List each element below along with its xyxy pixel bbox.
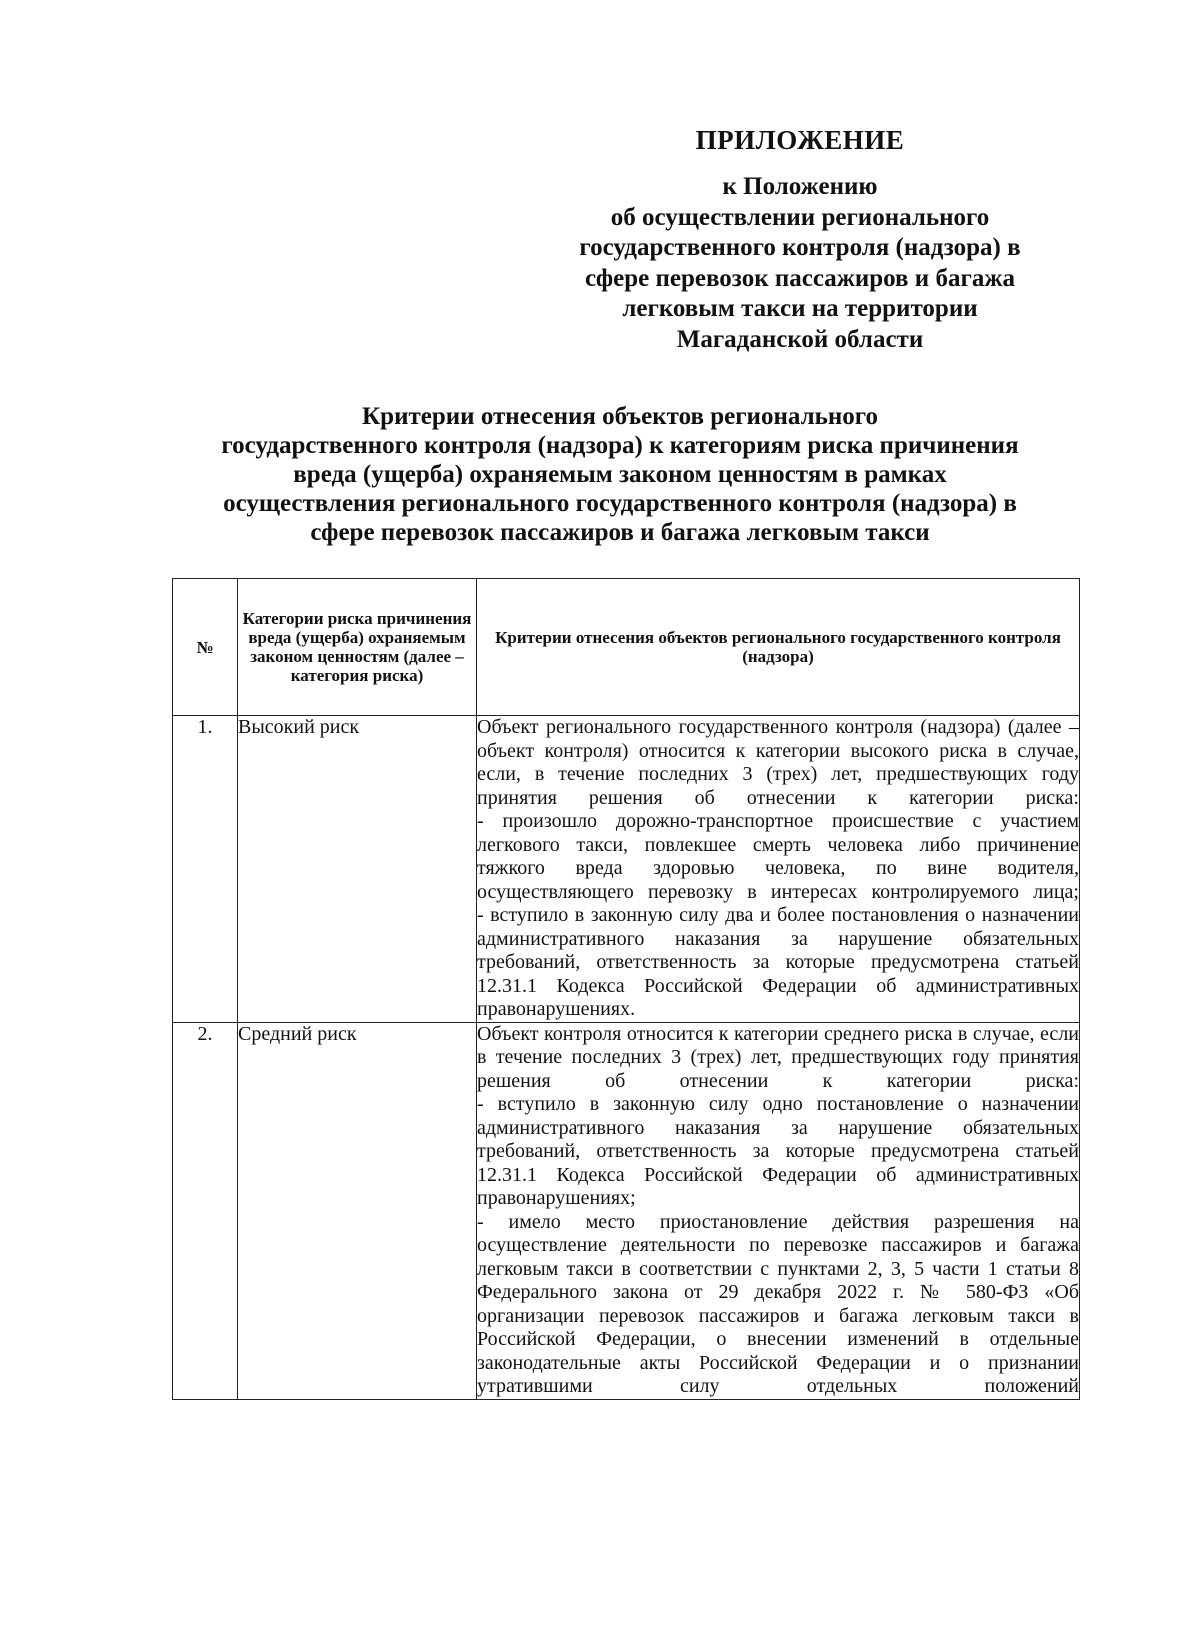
document-title-line: государственного контроля (надзора) к категориям риска причинения	[221, 432, 1019, 459]
header-criteria: Критерии отнесения объектов регионального государственного контроля (надзора)	[477, 579, 1080, 716]
criteria-paragraph: - вступило в законную силу два и более постановления о назначении административного наказания за нарушение обязательных требований, ответственность за которые предусмотрена статьей 12.31.1 Кодекса Российской Федерации об административных правонарушениях.	[477, 904, 1079, 1020]
criteria-paragraph: - произошло дорожно-транспортное происшествие с участием легкового такси, повлекшее смерть человека либо причинение тяжкого вреда здоровью человека, по вине водителя, осуществляющего перевозку в интересах контролируемого лица;	[477, 810, 1079, 903]
row-number: 1.	[173, 716, 238, 1023]
header-category: Категории риска причинения вреда (ущерба) охраняемым законом ценностям (далее – категория риска)	[238, 579, 477, 716]
risk-criteria-table	[172, 578, 1080, 1400]
table-row	[173, 1022, 1080, 1399]
appendix-line: сфере перевозок пассажиров и багажа	[585, 264, 1015, 292]
document-title	[150, 402, 1090, 547]
header-number: №	[173, 579, 238, 716]
criteria-paragraph: Объект контроля относится к категории среднего риска в случае, если в течение последних 3 (трех) лет, предшествующих году принятия решения об отнесении к категории риска:	[477, 1022, 1079, 1092]
criteria-paragraph: - имело место приостановление действия разрешения на осуществление деятельности по перевозке пассажиров и багажа легковым такси в соответствии с пунктами 2, 3, 5 части 1 статьи 8 Федерального закона от 29 декабря 2022 г. № 580-ФЗ «Об организации перевозок пассажиров и багажа легковым такси в Российской Федерации, о внесении изменений в отдельные законодательные акты Российской Федерации и о признании утратившими силу отдельных положений	[477, 1210, 1079, 1397]
appendix-title: ПРИЛОЖЕНИЕ	[695, 125, 905, 155]
table-row	[173, 716, 1080, 1023]
criteria-paragraph: Объект регионального государственного контроля (надзора) (далее – объект контроля) относится к категории высокого риска в случае, если, в течение последних 3 (трех) лет, предшествующих году принятия решения об отнесении к категории риска:	[477, 716, 1079, 809]
row-category: Средний риск	[238, 1022, 477, 1399]
document-title-line: осуществления регионального государственного контроля (надзора) в	[223, 490, 1017, 517]
appendix-line: к Положению	[722, 173, 878, 200]
criteria-paragraph: - вступило в законную силу одно постановление о назначении административного наказания за нарушение обязательных требований, ответственность за которые предусмотрена статьей 12.31.1 Кодекса Российской Федерации об административных правонарушениях;	[477, 1093, 1079, 1209]
row-criteria	[477, 1022, 1080, 1399]
row-criteria	[477, 716, 1080, 1023]
appendix-line: легковым такси на территории	[622, 295, 978, 322]
row-number: 2.	[173, 1022, 238, 1399]
document-title-line: Критерии отнесения объектов регионального	[362, 403, 878, 430]
document-title-line: вреда (ущерба) охраняемым законом ценностям в рамках	[293, 461, 947, 488]
document-title-line: сфере перевозок пассажиров и багажа легковым такси	[310, 519, 930, 546]
appendix-line: Магаданской области	[676, 325, 924, 353]
table-header-row	[173, 579, 1080, 716]
appendix-line: государственного контроля (надзора) в	[579, 234, 1021, 261]
appendix-line: об осуществлении регионального	[610, 203, 990, 231]
row-category: Высокий риск	[238, 716, 477, 1023]
appendix-header	[530, 124, 1070, 355]
